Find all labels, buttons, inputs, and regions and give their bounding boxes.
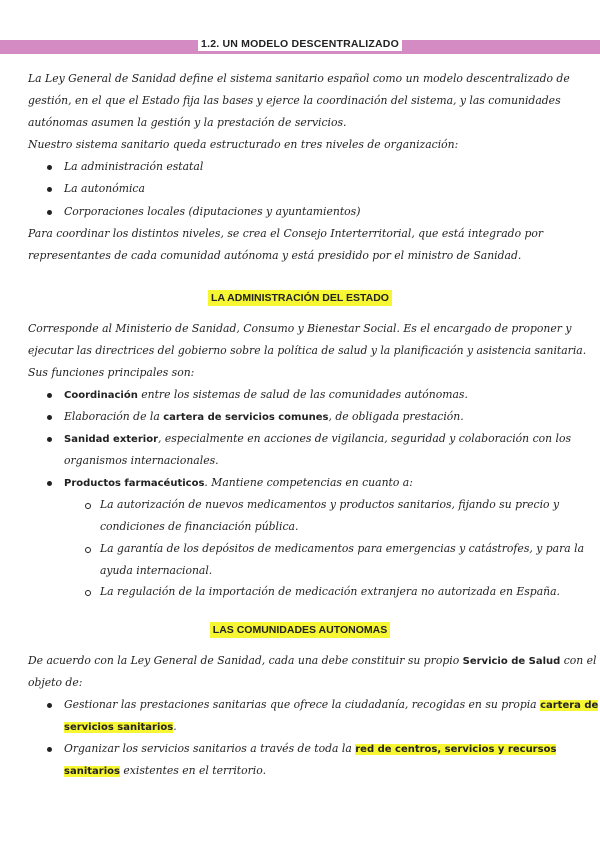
section-heading-ccaa: LAS COMUNIDADES AUTONOMAS (0, 624, 600, 636)
highlighted-term: sanitarios (64, 766, 120, 777)
bullet (47, 437, 52, 442)
highlighted-term: cartera de (540, 700, 599, 711)
sub-list-item: La garantía de los depósitos de medicamentos para emergencias y catástrofes, y para la (100, 542, 585, 555)
list-item: Organizar los servicios sanitarios a través de toda la red de centros, servicios y recursos (64, 742, 557, 755)
list-item-continued: sanitarios existentes en el territorio. (64, 764, 267, 777)
list-item: La administración estatal (64, 160, 204, 173)
sub-list-item-continued: condiciones de financiación pública. (100, 520, 299, 533)
list-item: Coordinación entre los sistemas de salud de las comunidades autónomas. (64, 388, 468, 401)
bold-term: Coordinación (64, 390, 138, 401)
bullet (47, 187, 52, 192)
intro-line: representantes de cada comunidad autónoma y está presidido por el ministro de Sanidad. (28, 249, 522, 262)
sub-list-item: La regulación de la importación de medicación extranjera no autorizada en España. (100, 585, 560, 598)
list-item: Elaboración de la cartera de servicios comunes, de obligada prestación. (64, 410, 464, 423)
bold-term: Productos farmacéuticos (64, 478, 205, 489)
sub-list-item-continued: ayuda internacional. (100, 564, 213, 577)
paragraph-line: De acuerdo con la Ley General de Sanidad, cada una debe constituir su propio Servicio de Salud con el (28, 654, 597, 667)
list-item: La autonómica (64, 182, 145, 195)
list-item: Corporaciones locales (diputaciones y ayuntamientos) (64, 205, 361, 218)
bold-term: Sanidad exterior (64, 434, 158, 445)
bullet (47, 165, 52, 170)
bullet (47, 210, 52, 215)
sub-list-item: La autorización de nuevos medicamentos y productos sanitarios, fijando su precio y (100, 498, 560, 511)
sub-bullet (85, 590, 91, 596)
bullet (47, 703, 52, 708)
paragraph-line: Sus funciones principales son: (28, 366, 195, 379)
paragraph-line: ejecutar las directrices del gobierno sobre la política de salud y la planificación y asistencia sanitaria. (28, 344, 587, 357)
bullet (47, 393, 52, 398)
intro-line: gestión, en el que el Estado fija las bases y ejerce la coordinación del sistema, y las comunidades (28, 94, 561, 107)
list-item: Productos farmacéuticos. Mantiene competencias en cuanto a: (64, 476, 413, 489)
intro-line: Para coordinar los distintos niveles, se crea el Consejo Interterritorial, que está integrado por (28, 227, 544, 240)
sub-bullet (85, 547, 91, 553)
bold-term: Servicio de Salud (462, 656, 561, 667)
intro-line: La Ley General de Sanidad define el sistema sanitario español como un modelo descentralizado de (28, 72, 570, 85)
list-item: Gestionar las prestaciones sanitarias que ofrece la ciudadanía, recogidas en su propia cartera de (64, 698, 599, 711)
section-heading-estado: LA ADMINISTRACIÓN DEL ESTADO (0, 292, 600, 304)
bullet (47, 747, 52, 752)
bullet (47, 415, 52, 420)
sub-bullet (85, 503, 91, 509)
list-item-continued: servicios sanitarios. (64, 720, 177, 733)
list-item: Sanidad exterior, especialmente en acciones de vigilancia, seguridad y colaboración con los (64, 432, 571, 445)
bullet (47, 481, 52, 486)
bold-term: cartera de servicios comunes (163, 412, 329, 423)
intro-line: autónomas asumen la gestión y la prestación de servicios. (28, 116, 347, 129)
highlighted-term: servicios sanitarios (64, 722, 174, 733)
page-title: 1.2. UN MODELO DESCENTRALIZADO (0, 38, 600, 50)
list-item-continued: organismos internacionales. (64, 454, 219, 467)
highlighted-term: red de centros, servicios y recursos (355, 744, 557, 755)
paragraph-line: Corresponde al Ministerio de Sanidad, Consumo y Bienestar Social. Es el encargado de proponer y (28, 322, 572, 335)
paragraph-line: objeto de: (28, 676, 83, 689)
intro-line: Nuestro sistema sanitario queda estructurado en tres niveles de organización: (28, 138, 459, 151)
